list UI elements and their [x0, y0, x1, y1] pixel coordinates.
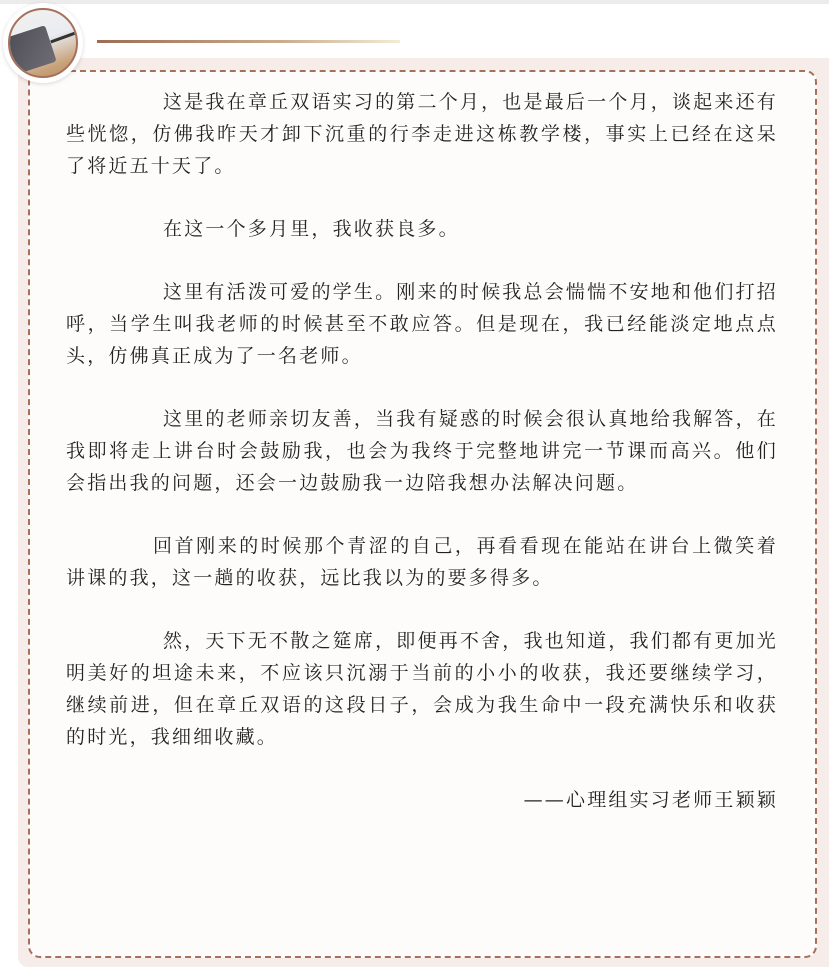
article-body: [66, 86, 778, 816]
top-strip: [0, 0, 829, 4]
signature: ——心理组实习老师王颖颖: [523, 789, 778, 811]
laptop-photo-icon: [8, 8, 78, 78]
header-divider: [97, 40, 400, 43]
paragraph: 在这一个多月里，我收获良多。: [163, 218, 460, 240]
paragraph: 然，天下无不散之筵席，即便再不舍，我也知道，我们都有更加光明美好的坦途未来，不应该只沉溺于当前的小小的收获，我还要继续学习，继续前进，但在章丘双语的这段日子，会成为我生命中一段充满快乐和收获的时光，我细细收藏。: [66, 630, 778, 748]
header-photo: [3, 3, 83, 83]
paragraph: 这里的老师亲切友善，当我有疑惑的时候会很认真地给我解答，在我即将走上讲台时会鼓励我，也会为我终于完整地讲完一节课而高兴。他们会指出我的问题，还会一边鼓励我一边陪我想办法解决问题。: [66, 408, 778, 494]
paragraph: 这是我在章丘双语实习的第二个月，也是最后一个月，谈起来还有些恍惚，仿佛我昨天才卸下沉重的行李走进这栋教学楼，事实上已经在这呆了将近五十天了。: [66, 91, 778, 177]
paragraph: 这里有活泼可爱的学生。刚来的时候我总会惴惴不安地和他们打招呼，当学生叫我老师的时候甚至不敢应答。但是现在，我已经能淡定地点点头，仿佛真正成为了一名老师。: [66, 281, 778, 367]
paragraph: 回首刚来的时候那个青涩的自己，再看看现在能站在讲台上微笑着讲课的我，这一趟的收获，远比我以为的要多得多。: [66, 535, 778, 589]
